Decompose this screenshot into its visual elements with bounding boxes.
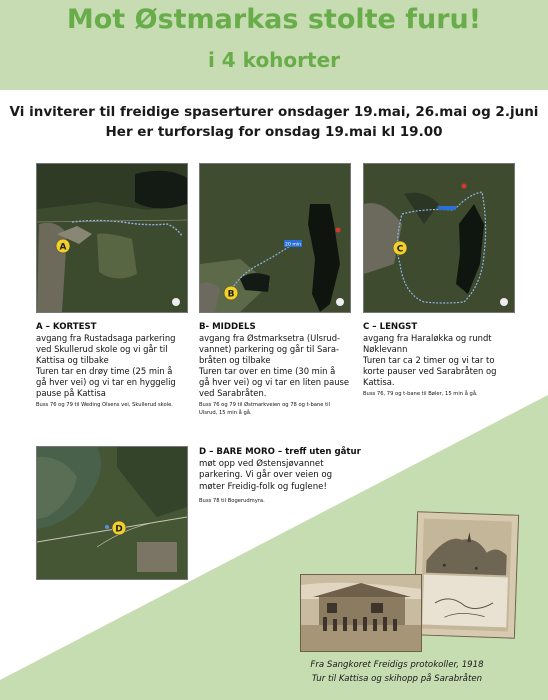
duration-badge-label: 20 min: [285, 242, 301, 248]
route-a-line: Kattisa og tilbake: [36, 355, 109, 365]
route-a-line: Turen tar en drøy time (25 min å: [36, 366, 173, 376]
marker-b-label: B: [227, 289, 235, 300]
route-b-text: [199, 322, 359, 417]
marker-a-label: A: [59, 242, 67, 253]
route-b-title: B- MIDDELS: [199, 322, 256, 332]
historic-photo-cabin: [300, 574, 422, 652]
marker-d-label: D: [115, 524, 123, 535]
map-pin-icon: [462, 184, 467, 189]
map-route-d: [36, 446, 188, 580]
route-a-line: gå hver vei) og vi tar en hyggelig: [36, 377, 176, 387]
route-b-line: bråten og tilbake: [199, 355, 271, 365]
route-d-transport: Buss 78 til Bogerudmyra.: [199, 498, 265, 504]
page-title: Mot Østmarkas stolte furu!: [66, 4, 482, 35]
route-c-text: [363, 322, 523, 398]
compass-icon: [500, 298, 508, 306]
route-a-line: pause på Kattisa: [36, 388, 106, 398]
intro-line-1: Vi inviterer til freidige spaserturer onsdager 19.mai, 26.mai og 2.juni: [9, 104, 539, 120]
route-d-line: møt opp ved Østensjøvannet: [199, 458, 324, 469]
route-d-line: parkering. Vi går over veien og: [199, 470, 333, 480]
route-c-line: avgang fra Haraløkka og rundt: [363, 333, 492, 343]
historic-photo-ski-jump: [413, 511, 519, 638]
map-pin-icon: [336, 228, 341, 233]
map-route-c: [363, 163, 515, 313]
route-a-title: A – KORTEST: [36, 322, 97, 332]
marker-c-label: C: [396, 244, 404, 255]
photo-caption-line-1: Fra Sangkoret Freidigs protokoller, 1918: [310, 660, 484, 670]
map-route-b: [199, 163, 351, 313]
route-a-line: ved Skullerud skole og vi går til: [36, 344, 168, 354]
route-d-text: [199, 447, 369, 505]
intro-line-2: Her er turforslag for onsdag 19.mai kl 19.00: [105, 124, 443, 140]
compass-icon: [336, 298, 344, 306]
route-a-text: [36, 322, 192, 409]
route-b-transport: Buss 76 og 79 til Østmarkveien og 78 og t-bane til: [199, 402, 331, 408]
route-b-line: ved Sarabråten.: [199, 388, 267, 398]
route-b-line: Turen tar over en time (30 min å: [199, 366, 336, 376]
route-b-line: vannet) parkering og går til Sara-: [199, 344, 340, 354]
route-c-line: Kattisa.: [363, 377, 395, 387]
route-c-line: Nøklevann: [363, 344, 408, 354]
route-a-transport: Buss 76 og 79 til Weding Olsens vei, Skullerud skole.: [36, 402, 173, 408]
route-b-line: avgang fra Østmarksetra (Ulsrud-: [199, 333, 341, 343]
route-d-line: møter Freidig-folk og fuglene!: [199, 481, 327, 492]
map-route-a: [36, 163, 188, 313]
photo-caption-line-2: Tur til Kattisa og skihopp på Sarabråten: [311, 674, 483, 684]
route-c-title: C – LENGST: [363, 322, 418, 332]
route-c-line: Turen tar ca 2 timer og vi tar to: [363, 355, 495, 365]
map-pin-icon: [105, 525, 109, 529]
route-c-transport: Buss 76, 79 og t-bane til Bøler, 15 min å gå.: [363, 391, 478, 397]
route-c-line: korte pauser ved Sarabråten og: [363, 366, 497, 376]
route-d-title: D – BARE MORO – treff uten gåtur: [199, 447, 361, 457]
compass-icon: [172, 298, 180, 306]
route-b-transport: Ulsrud, 15 min å gå.: [199, 410, 252, 416]
route-b-line: gå hver vei) og vi tar en liten pause: [199, 377, 350, 387]
page-subtitle: i 4 kohorter: [207, 48, 341, 72]
route-a-line: avgang fra Rustadsaga parkering: [36, 333, 176, 343]
